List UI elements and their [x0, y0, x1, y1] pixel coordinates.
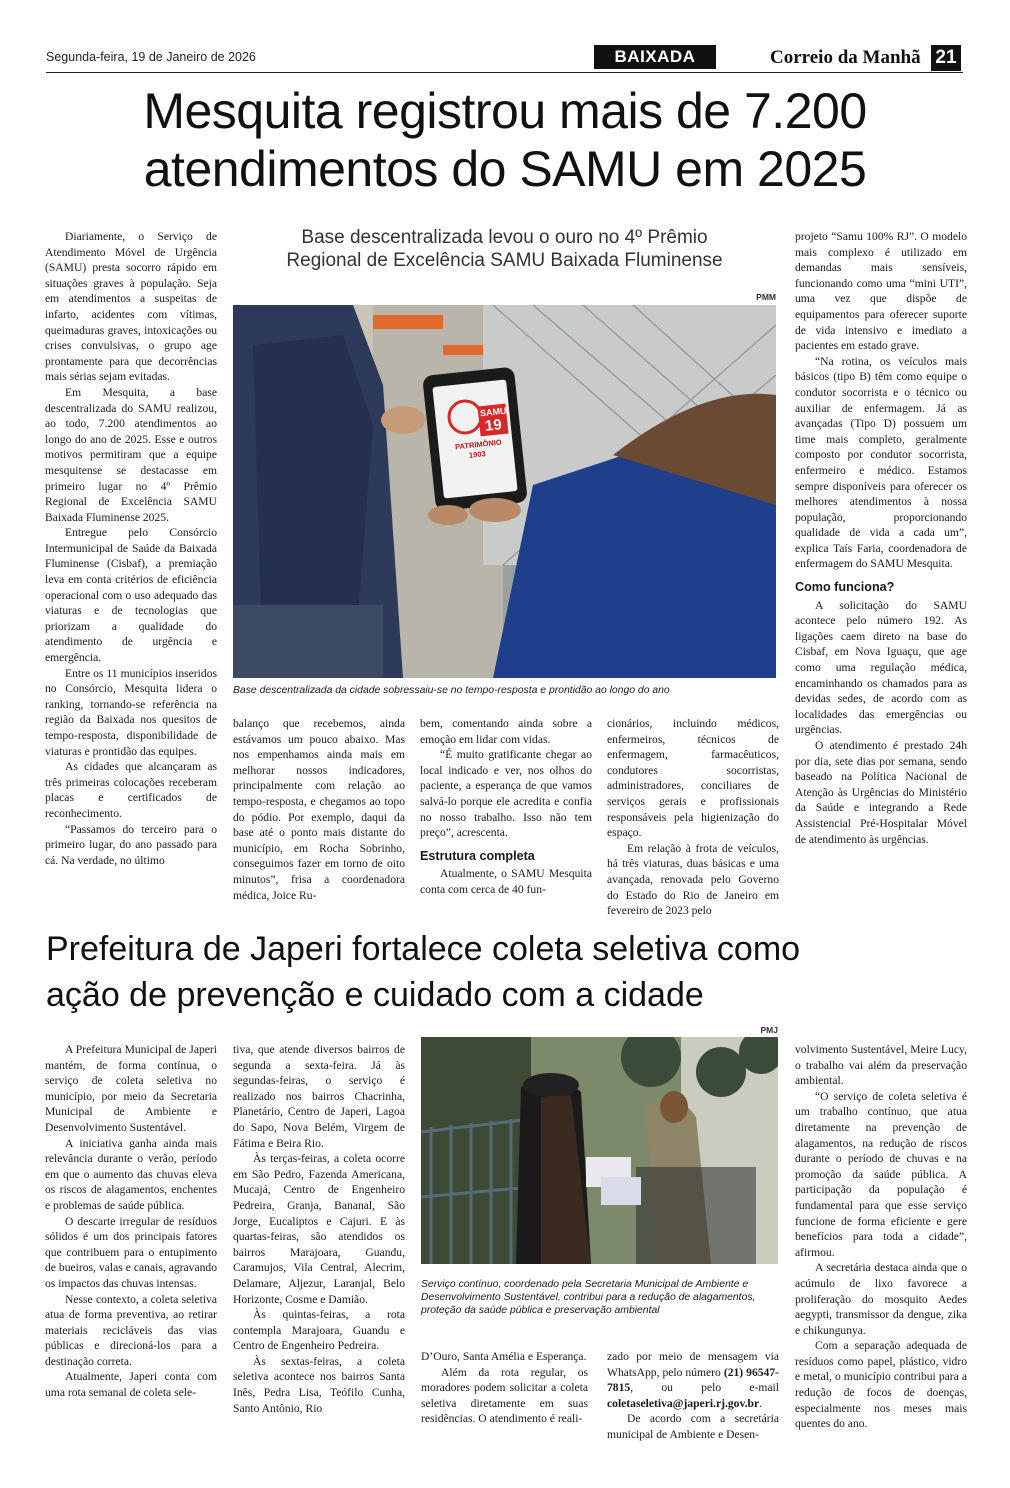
paragraph: D’Ouro, Santa Amélia e Esperança. [421, 1350, 587, 1363]
paragraph: Com a separação adequada de resíduos como papel, plástico, vidro e metal, o município contribui para a redução de focos de doenças, especialmente nos meses mais quentes do ano. [795, 1339, 967, 1431]
contact-mid: , ou pelo e-mail [630, 1381, 779, 1395]
paragraph: Às quintas-feiras, a rota contempla Marajoara, Guandu e Centro de Engenheiro Pedreira. [233, 1308, 405, 1353]
paragraph: Atualmente, o SAMU Mesquita conta com cerca de 40 fun- [420, 867, 592, 896]
story2-photo-svg [421, 1037, 778, 1264]
paragraph: Às terças-feiras, a coleta ocorre em São Pedro, Fazenda Americana, Mucajá, Centro de Engenheiro Pedreira, Granja, Bananal, São Jorge, Eucaliptos e Cajuri. E às quartas-feiras, são atendidos os bairros Marajoara, Guandu, Caramujos, Vila Central, Alecrim, Delamare, Aljezur, Laranjal, Belo Horizonte, Cosme e Damião. [233, 1152, 405, 1306]
story1-column-5 [795, 229, 967, 847]
paragraph: Em relação à frota de veículos, há três viaturas, duas básicas e uma avançada, renovada pelo Governo do Estado do Rio de Janeiro em fevereiro de 2023 pelo [607, 841, 779, 918]
paragraph: “O serviço de coleta seletiva é um trabalho contínuo, que atua diretamente na prevenção de alagamentos, na redução de riscos durante o período de chuvas e na promoção da saúde pública. A participação da população é fundamental para que esse serviço funcione de forma eficiente e gere benefícios para toda a cidade”, afirmou. [795, 1089, 967, 1259]
story1-column-3 [420, 716, 592, 898]
paragraph: O atendimento é prestado 24h por dia, sete dias por semana, sendo baseado na Política Nacional de Atenção às Urgências do Ministério da Saúde e integrando a Rede Assistencial Pré-Hospitalar Móvel de atendimento às urgências. [795, 739, 967, 846]
paragraph: Além da rota regular, os moradores podem solicitar a coleta seletiva diretamente em suas residências. O atendimento é reali- [421, 1365, 588, 1426]
paragraph: Nesse contexto, a coleta seletiva atua de forma preventiva, ao retirar materiais recicláveis das vias públicas e direcioná-los para a destinação correta. [45, 1292, 217, 1368]
story2-column-5 [795, 1042, 967, 1432]
paragraph: Diariamente, o Serviço de Atendimento Móvel de Urgência (SAMU) presta socorro rápido em situações graves à população. Seja em atendimentos a suspeitas de infarto, acidentes com vítimas, queimaduras graves, intoxicações ou crises convulsivas, o grupo age prontamente para que decorrências mais sérias sejam evitadas. [45, 230, 217, 384]
paragraph: Às sextas-feiras, a coleta seletiva acontece nos bairros Santa Inês, Pedra Lisa, Teófilo Cunha, Santo Antônio, Rio [233, 1354, 405, 1415]
story1-column-4 [607, 716, 779, 919]
story1-photo [233, 305, 776, 678]
page-date: Segunda-feira, 19 de Janeiro de 2026 [46, 50, 256, 64]
story1-deck-line1: Base descentralizada levou o ouro no 4º Prêmio [301, 227, 708, 248]
paragraph: volvimento Sustentável, Meire Lucy, o trabalho vai além da preservação ambiental. [795, 1043, 967, 1088]
paragraph: Entregue pelo Consórcio Intermunicipal de Saúde da Baixada Fluminense (Cisbaf), a premiação leva em conta critérios de eficiência operacional com o uso adequado das viaturas e de tecnologias que priorizam a qualidade do atendimento de urgência e emergência. [45, 526, 217, 665]
whatsapp-number: (21) 96547-7815 [607, 1365, 779, 1395]
tablet-number-text: 19 [484, 416, 503, 435]
story2-column-3 [421, 1349, 588, 1427]
section-label: BAIXADA [594, 45, 716, 69]
story2-headline [46, 926, 971, 1018]
story2-headline-line2: ação de prevenção e cuidado com a cidade [46, 976, 704, 1014]
contact-end: . [759, 1396, 763, 1410]
paragraph: A Prefeitura Municipal de Japeri mantém, de forma contínua, o serviço de coleta seletiva no município, por meio da Secretaria Municipal de Ambiente e Desenvolvimento Sustentável. [45, 1043, 217, 1134]
paragraph: A iniciativa ganha ainda mais relevância durante o verão, período em que o aumento das chuvas eleva os riscos de alagamentos, enchentes e problemas de saúde pública. [45, 1136, 217, 1212]
tablet-samu-text: SAMU [479, 405, 507, 419]
masthead: Correio da Manhã [770, 47, 921, 68]
tablet-code-text: 1903 [468, 449, 487, 460]
story2-column-2 [233, 1042, 405, 1416]
story1-headline [40, 82, 970, 198]
story1-deck-line2: Regional de Excelência SAMU Baixada Fluminense [286, 250, 723, 271]
contact-email: coletaseletiva@japeri.rj.gov.br [607, 1396, 760, 1410]
story1-column-2 [233, 716, 405, 903]
story2-photo-credit: PMJ [760, 1025, 778, 1035]
paragraph: As cidades que alcançaram as três primeiras colocações receberam placas e certificados de reconhecimento. [45, 760, 217, 820]
story1-headline-line1: Mesquita registrou mais de 7.200 [143, 83, 867, 139]
paragraph: Entre os 11 municípios inseridos no Consórcio, Mesquita lidera o ranking, tornando-se referência na região da Baixada nos quesitos de tempo-resposta, disponibilidade de viaturas e prontidão das equipes. [45, 666, 217, 758]
paragraph: Atualmente, Japeri conta com uma rota semanal de coleta sele- [45, 1370, 217, 1400]
paragraph: O descarte irregular de resíduos sólidos é um dos principais fatores que contribuem para o entupimento de bueiros, valas e canais, agravando os impactos das chuvas intensas. [45, 1214, 217, 1290]
paragraph: cionários, incluindo médicos, enfermeiros, técnicos de enfermagem, farmacêuticos, condutores socorristas, administradores, conciliares de serviços gerais e profissionais responsáveis pela higienização do espaço. [607, 717, 779, 840]
paragraph: bem, comentando ainda sobre a emoção em lidar com vidas. [420, 717, 592, 746]
story1-column-1 [45, 229, 217, 868]
paragraph: “Na rotina, os veículos mais básicos (tipo B) têm como equipe o condutor socorrista e o técnico ou auxiliar de enfermagem. Já as avançadas (Tipo D) possuem um time mais completo, geralmente composto por condutor socorrista, enfermeiro e médico. Estamos sempre disponíveis para oferecer os melhores atendimentos à nossa população, proporcionando qualidade de vida a cada um”, explica Taís Faria, coordenadora de enfermagem do SAMU Mesquita. [795, 354, 967, 571]
paragraph: A secretária destaca ainda que o acúmulo de lixo favorece a proliferação do mosquito Aedes aegypti, transmissor da dengue, zika e chikungunya. [795, 1261, 967, 1337]
paragraph: tiva, que atende diversos bairros de segunda a sexta-feira. Já às segundas-feiras, o serviço é realizado nos bairros Chacrinha, Planetário, Centro de Japeri, Lagoa do Sapo, Nova Belém, Virgem de Fátima e Beira Rio. [233, 1043, 405, 1150]
story1-photo-svg [233, 305, 776, 678]
header-rule [46, 72, 963, 73]
paragraph [607, 1349, 779, 1411]
story2-photo-caption: Serviço contínuo, coordenado pela Secretaria Municipal de Ambiente e Desenvolvimento Sustentável, contribui para a redução de alagamentos, proteção da saúde pública e preservação ambiental [421, 1279, 756, 1316]
paragraph: De acordo com a secretária municipal de Ambiente e Desen- [607, 1412, 779, 1441]
paragraph: balanço que recebemos, ainda estávamos um pouco abaixo. Mas nos empenhamos ainda mais em melhorar nossos indicadores, principalmente com relação ao tempo-resposta, e chegamos ao topo do pódio. Por exemplo, daqui da base até o ponto mais distante do município, em Rocha Sobrinho, conseguimos fazer em torno de oito minutos”, frisa a coordenadora médica, Joice Ru- [233, 717, 405, 902]
contact-intro: zado por meio de mensagem via WhatsApp, pelo número [607, 1350, 779, 1379]
paragraph: Em Mesquita, a base descentralizada do SAMU realizou, ao todo, 7.200 atendimentos ao longo do ano de 2025. Esse e outros motivos permitiram que a equipe mesquitense se destacasse em primeiro lugar no 4º Prêmio Regional de Excelência SAMU Baixada Fluminense 2025. [45, 385, 217, 524]
page-number: 21 [931, 45, 961, 71]
paragraph: “Passamos do terceiro para o primeiro lugar, do ano passado para cá. Na verdade, no último [45, 822, 217, 867]
story1-photo-caption: Base descentralizada da cidade sobressaiu-se no tempo-resposta e prontidão ao longo do ano [233, 685, 670, 696]
story1-photo-credit: PMM [756, 292, 776, 302]
story2-column-1 [45, 1042, 217, 1401]
story1-deck [232, 226, 777, 272]
story2-headline-line1: Prefeitura de Japeri fortalece coleta seletiva como [46, 930, 801, 968]
paragraph: “É muito gratificante chegar ao local indicado e ver, nos olhos do paciente, a esperança de que vamos salvá-lo porque ele acredita e confia no nosso trabalho. Isso não tem preço”, acrescenta. [420, 748, 592, 840]
tablet-patrimonio-text: PATRIMÔNIO [454, 437, 503, 452]
subhead-estrutura: Estrutura completa [420, 848, 535, 863]
story2-column-4 [607, 1349, 779, 1443]
paragraph: A solicitação do SAMU acontece pelo número 192. As ligações caem direto na base do Cisbaf, em Nova Iguaçu, que age como uma regulação médica, encaminhando os chamados para as devidas sedes, de acordo com as localidades das emergências ou urgências. [795, 598, 967, 737]
paragraph: projeto “Samu 100% RJ”. O modelo mais complexo é utilizado em demandas mais sensíveis, funcionando como uma “mini UTI”, uma vez que dispõe de equipamentos para oferecer suporte de vida intensivo e imediato a pacientes em estado grave. [795, 230, 967, 353]
story2-photo [421, 1037, 778, 1264]
subhead-como-funciona: Como funciona? [795, 580, 895, 595]
story1-headline-line2: atendimentos do SAMU em 2025 [143, 141, 867, 197]
